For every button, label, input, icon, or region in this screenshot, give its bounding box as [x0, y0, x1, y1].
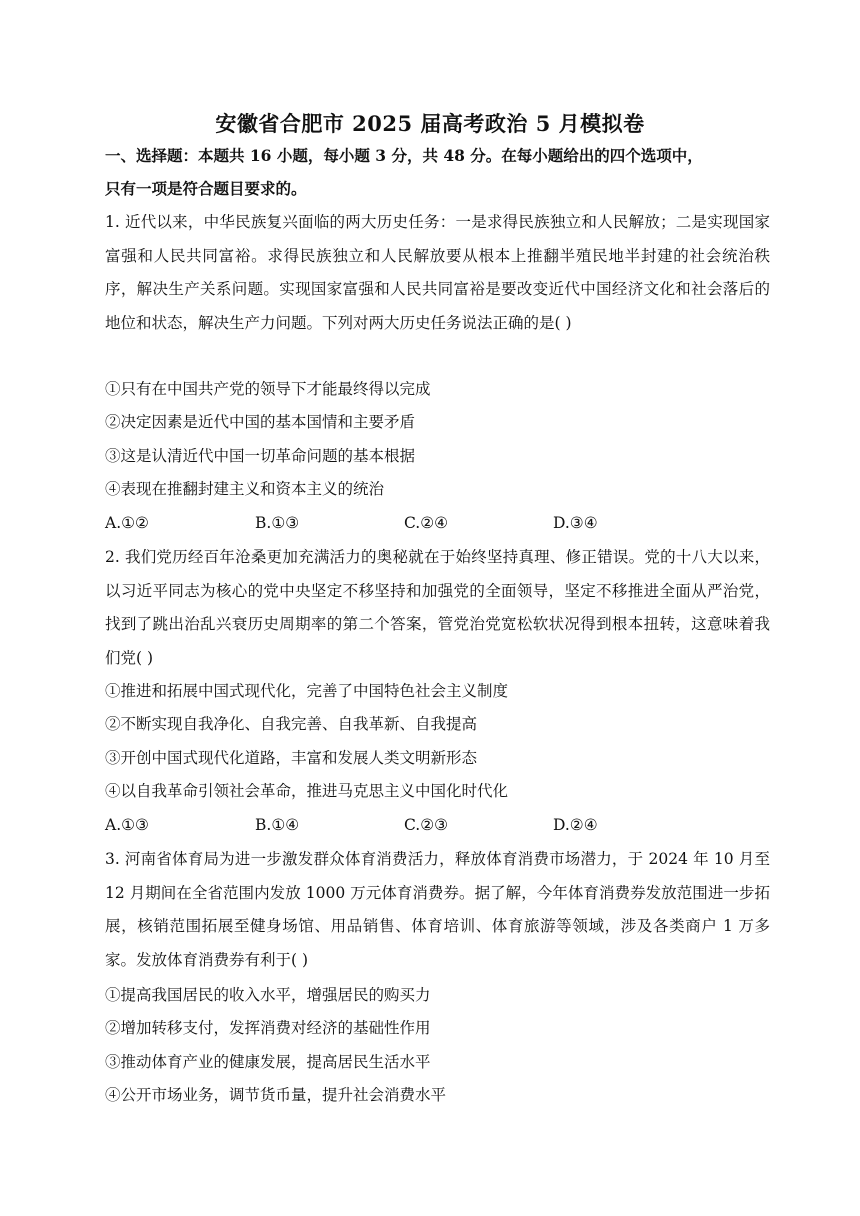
- question-2-answer-c: C.②③: [404, 816, 449, 834]
- question-2-answer-b: B.①④: [255, 816, 300, 834]
- question-1-answer-b: B.①③: [255, 514, 300, 532]
- question-2-stem: 2. 我们党历经百年沧桑更加充满活力的奥秘就在于始终坚持真理、修正错误。党的十八大以来，以习近平同志为核心的党中央坚定不移坚持和加强党的全面领导，坚定不移推进全面从严治党，找到了跳出治乱兴衰历史周期率的第二个答案，管党治党宽松软状况得到根本扭转，这意味着我们党( ): [105, 548, 770, 667]
- question-3-option-2: ②增加转移支付，发挥消费对经济的基础性作用: [105, 1019, 431, 1037]
- section-heading-line-1: 一、选择题：本题共 16 小题，每小题 3 分，共 48 分。在每小题给出的四个选项中，: [105, 146, 703, 165]
- question-3-stem: 3. 河南省体育局为进一步激发群众体育消费活力，释放体育消费市场潜力，于 2024 年 10 月至 12 月期间在全省范围内发放 1000 万元体育消费券。据了解，今年体育消费券发放范围进一步拓展，核销范围拓展至健身场馆、用品销售、体育培训、体育旅游等领域，涉及各类商户 1 万多家。发放体育消费券有利于( ): [105, 850, 770, 969]
- question-1-option-2: ②决定因素是近代中国的基本国情和主要矛盾: [105, 413, 416, 431]
- question-2-option-2: ②不断实现自我净化、自我完善、自我革新、自我提高: [105, 715, 478, 733]
- question-1-answer-c: C.②④: [404, 514, 449, 532]
- question-2-answers: [105, 809, 765, 842]
- question-1-stem: 1. 近代以来，中华民族复兴面临的两大历史任务：一是求得民族独立和人民解放；二是实现国家富强和人民共同富裕。求得民族独立和人民解放要从根本上推翻半殖民地半封建的社会统治秩序，解决生产关系问题。实现国家富强和人民共同富裕是要改变近代中国经济文化和社会落后的地位和状态，解决生产力问题。下列对两大历史任务说法正确的是( ): [105, 213, 770, 332]
- question-1-option-3: ③这是认清近代中国一切革命问题的基本根据: [105, 447, 416, 465]
- question-1-option-1: ①只有在中国共产党的领导下才能最终得以完成: [105, 380, 431, 398]
- question-3-option-4: ④公开市场业务，调节货币量，提升社会消费水平: [105, 1086, 447, 1104]
- exam-title: 安徽省合肥市 2025 届高考政治 5 月模拟卷: [215, 111, 645, 136]
- section-heading-line-2: 只有一项是符合题目要求的。: [105, 179, 307, 198]
- question-1-answers: [105, 507, 765, 540]
- question-2-option-3: ③开创中国式现代化道路，丰富和发展人类文明新形态: [105, 749, 478, 767]
- question-3-option-3: ③推动体育产业的健康发展，提高居民生活水平: [105, 1053, 431, 1071]
- question-2-option-4: ④以自我革命引领社会革命，推进马克思主义中国化时代化: [105, 782, 509, 800]
- question-3-option-1: ①提高我国居民的收入水平，增强居民的购买力: [105, 986, 431, 1004]
- question-2-answer-d: D.②④: [553, 816, 598, 834]
- question-2-option-1: ①推进和拓展中国式现代化，完善了中国特色社会主义制度: [105, 682, 509, 700]
- question-2-answer-a: A.①③: [105, 816, 149, 834]
- section-heading: [105, 139, 765, 205]
- question-1-answer-a: A.①②: [105, 514, 149, 532]
- question-1-option-4: ④表现在推翻封建主义和资本主义的统治: [105, 480, 385, 498]
- question-1-answer-d: D.③④: [553, 514, 598, 532]
